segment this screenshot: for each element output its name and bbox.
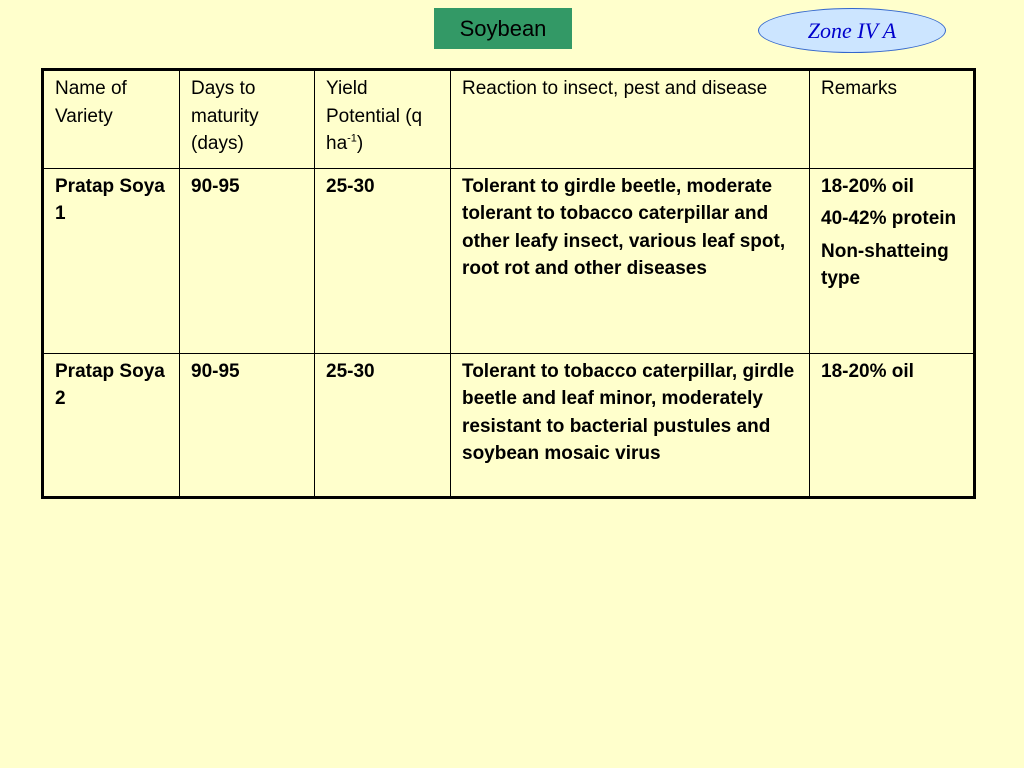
zone-badge: Zone IV A (758, 8, 946, 53)
slide-title: Soybean (434, 8, 572, 49)
remark-item: Non-shatteing type (821, 240, 949, 289)
cell-days: 90-95 (180, 168, 315, 353)
header-variety: Name of Variety (43, 70, 180, 169)
variety-table (41, 68, 976, 499)
remark-item: 40-42% protein (821, 208, 957, 229)
remark-item: 18-20% oil (821, 175, 914, 197)
table-header-row (43, 70, 975, 169)
remark-item: 18-20% oil (821, 360, 914, 382)
cell-remarks (810, 168, 975, 353)
header-yield-close: ) (356, 133, 364, 154)
cell-variety: Pratap Soya 2 (43, 353, 180, 497)
cell-yield: 25-30 (315, 353, 451, 497)
cell-reaction: Tolerant to tobacco caterpillar, girdle beetle and leaf minor, moderately resistant to bacterial pustules and soybean mosaic virus (451, 353, 810, 497)
cell-days: 90-95 (180, 353, 315, 497)
header-yield-potential (315, 70, 451, 169)
cell-variety: Pratap Soya 1 (43, 168, 180, 353)
header-yield-text: Yield Potential (q ha (326, 78, 423, 154)
table-row (43, 168, 975, 353)
cell-reaction: Tolerant to girdle beetle, moderate tolerant to tobacco caterpillar and other leafy insect, various leaf spot, root rot and other diseases (451, 168, 810, 353)
header-yield-superscript: -1 (347, 132, 357, 145)
cell-remarks (810, 353, 975, 497)
header-days-to-maturity: Days to maturity (days) (180, 70, 315, 169)
table-row (43, 353, 975, 497)
header-reaction: Reaction to insect, pest and disease (451, 70, 810, 169)
header-remarks: Remarks (810, 70, 975, 169)
cell-yield: 25-30 (315, 168, 451, 353)
